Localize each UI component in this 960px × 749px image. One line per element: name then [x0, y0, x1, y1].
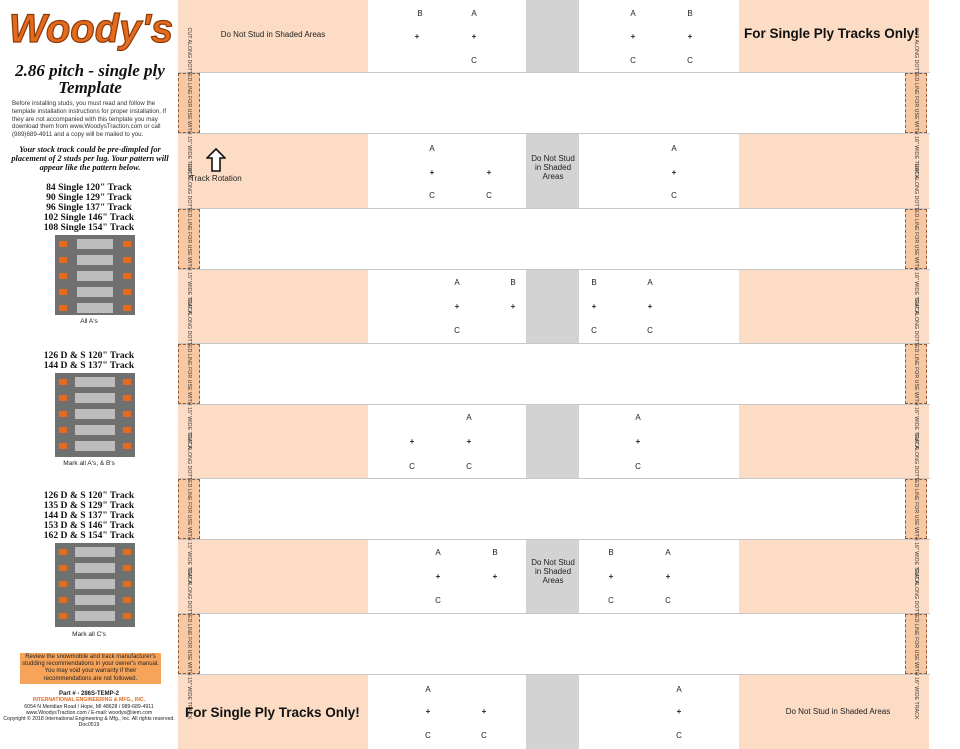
- stud-mark-c: C: [687, 56, 693, 65]
- stud-mark-a: A: [630, 9, 636, 18]
- stud-mark-a: A: [425, 685, 431, 694]
- stud-mark-c: C: [676, 731, 682, 740]
- stud-mark-c: C: [454, 326, 460, 335]
- stud-mark-c: C: [471, 56, 477, 65]
- stud-mark-b: B: [492, 548, 498, 557]
- company-address: 6054 N Meridian Road / Hope, MI 48628 / 989-689-4911: [24, 703, 154, 710]
- up-arrow-icon: [206, 148, 226, 172]
- cut-tab-left[interactable]: CUT ALONG DOTTED LINE FOR USE WITH 15" WIDE TRACK: [178, 344, 200, 404]
- tread-caption-1: All A's: [80, 318, 98, 325]
- cut-strip-2: [178, 208, 930, 270]
- stud-mark-c: C: [630, 56, 636, 65]
- tread-image-1: [55, 235, 135, 315]
- dimple-note: Your stock track could be pre-dimpled for placement of 2 studs per lug. Your pattern will appear like the pattern below.: [11, 145, 169, 173]
- cut-tab-right[interactable]: CUT ALONG DOTTED LINE FOR USE WITH 16" WIDE TRACK: [905, 479, 927, 539]
- do-not-stud-label: Do Not Stud in Shaded Areas: [220, 30, 326, 39]
- stud-crosshair: +: [591, 302, 597, 311]
- stud-mark-a: A: [435, 548, 441, 557]
- stud-mark-c: C: [435, 596, 441, 605]
- stud-crosshair: +: [486, 168, 492, 177]
- stud-mark-b: B: [510, 278, 516, 287]
- stud-mark-c: C: [481, 731, 487, 740]
- cut-tab-right[interactable]: CUT ALONG DOTTED LINE FOR USE WITH 16" WIDE TRACK: [905, 614, 927, 674]
- single-ply-warning: For Single Ply Tracks Only!: [185, 705, 360, 720]
- stud-mark-a: A: [471, 9, 477, 18]
- stud-crosshair: +: [647, 302, 653, 311]
- stud-crosshair: +: [687, 32, 693, 41]
- stud-mark-c: C: [647, 326, 653, 335]
- do-not-stud-label: Do Not Stud in Shaded Areas: [785, 707, 891, 716]
- part-number: Part # - 286S-TEMP-2: [58, 691, 120, 697]
- cut-strip-5: [178, 613, 930, 675]
- cut-tab-left[interactable]: CUT ALONG DOTTED LINE FOR USE WITH 15" WIDE TRACK: [178, 73, 200, 133]
- company-name: INTERNATIONAL ENGINEERING & MFG., INC.: [32, 697, 146, 704]
- track-list-3: 126 D & S 120" Track 135 D & S 129" Track 144 D & S 137" Track 153 D & S 146" Track 162 D & S 154" Track: [43, 490, 135, 541]
- stud-crosshair: +: [492, 572, 498, 581]
- footer: [0, 691, 178, 729]
- tread-pattern-1: [55, 235, 135, 315]
- stud-mark-a: A: [676, 685, 682, 694]
- stud-crosshair: +: [481, 707, 487, 716]
- stud-mark-a: A: [671, 144, 677, 153]
- company-web: www.WoodysTraction.com / E-mail: woodys@iiem.com: [25, 709, 153, 716]
- stud-crosshair: +: [608, 572, 614, 581]
- cut-tab-left[interactable]: CUT ALONG DOTTED LINE FOR USE WITH 15" WIDE TRACK: [178, 614, 200, 674]
- single-ply-warning: For Single Ply Tracks Only!: [744, 26, 919, 41]
- stud-mark-b: B: [417, 9, 423, 18]
- cut-strip-1: [178, 72, 930, 134]
- logo-wordmark: Woody's: [8, 7, 174, 51]
- warranty-review-box: Review the snowmobile and track manufacturer's studding recommendations in your owner's manual. You may void your warranty if their recommendations are not followed.: [20, 653, 161, 684]
- copyright: Copyright © 2018 International Engineering & Mfg., Inc. All rights reserved.: [3, 716, 175, 723]
- stud-mark-a: A: [429, 144, 435, 153]
- stud-mark-b: B: [591, 278, 597, 287]
- stud-crosshair: +: [409, 437, 415, 446]
- cut-tab-right[interactable]: CUT ALONG DOTTED LINE FOR USE WITH 16" WIDE TRACK: [905, 73, 927, 133]
- stud-mark-b: B: [608, 548, 614, 557]
- stud-crosshair: +: [414, 32, 420, 41]
- sidebar: [0, 0, 178, 749]
- stud-mark-c: C: [425, 731, 431, 740]
- woodys-logo: [8, 4, 174, 56]
- track-rotation-label: Track Rotation: [190, 174, 242, 183]
- stud-mark-c: C: [671, 191, 677, 200]
- stud-mark-c: C: [429, 191, 435, 200]
- tread-pattern-3: [55, 543, 135, 627]
- stud-crosshair: +: [635, 437, 641, 446]
- stud-mark-b: B: [687, 9, 693, 18]
- stud-mark-c: C: [486, 191, 492, 200]
- cut-tab-right[interactable]: CUT ALONG DOTTED LINE FOR USE WITH 16" WIDE TRACK: [905, 209, 927, 269]
- tread-pattern-2: [55, 373, 135, 457]
- stud-crosshair: +: [454, 302, 460, 311]
- right-margin: [929, 0, 960, 749]
- stud-mark-c: C: [409, 462, 415, 471]
- stud-crosshair: +: [429, 168, 435, 177]
- cut-tab-right[interactable]: CUT ALONG DOTTED LINE FOR USE WITH 16" WIDE TRACK: [905, 344, 927, 404]
- stud-mark-a: A: [466, 413, 472, 422]
- stud-mark-a: A: [635, 413, 641, 422]
- stud-mark-a: A: [454, 278, 460, 287]
- center-no-stud-note: Do Not Stud in Shaded Areas: [531, 154, 575, 181]
- stud-mark-c: C: [608, 596, 614, 605]
- tread-caption-2: Mark all A's, & B's: [63, 460, 115, 467]
- track-list-2: 126 D & S 120" Track 144 D & S 137" Track: [43, 350, 135, 371]
- stud-mark-c: C: [591, 326, 597, 335]
- stud-crosshair: +: [510, 302, 516, 311]
- cut-tab-left[interactable]: CUT ALONG DOTTED LINE FOR USE WITH 15" WIDE TRACK: [178, 209, 200, 269]
- stud-crosshair: +: [676, 707, 682, 716]
- stud-mark-a: A: [665, 548, 671, 557]
- stud-crosshair: +: [671, 168, 677, 177]
- page-title: 2.86 pitch - single ply Template: [15, 61, 165, 97]
- doc-number: Doc0519: [78, 722, 100, 729]
- stud-mark-c: C: [665, 596, 671, 605]
- center-no-stud-note: Do Not Stud in Shaded Areas: [531, 558, 575, 585]
- stud-crosshair: +: [425, 707, 431, 716]
- stud-mark-c: C: [635, 462, 641, 471]
- stud-crosshair: +: [630, 32, 636, 41]
- stud-crosshair: +: [435, 572, 441, 581]
- cut-strip-4: [178, 478, 930, 540]
- tread-caption-3: Mark all C's: [72, 631, 106, 638]
- stud-mark-c: C: [466, 462, 472, 471]
- tread-image-2: [55, 373, 135, 457]
- cut-strip-3: [178, 343, 930, 405]
- stud-mark-a: A: [647, 278, 653, 287]
- tread-image-3: [55, 543, 135, 627]
- stud-template: [178, 0, 960, 749]
- stud-crosshair: +: [466, 437, 472, 446]
- stud-crosshair: +: [665, 572, 671, 581]
- track-list-1: 84 Single 120" Track 90 Single 129" Track 96 Single 137" Track 102 Single 146" Track 108 Single 154" Track: [43, 182, 135, 233]
- intro-text: Before installing studs, you must read and follow the template installation instructions for proper installation. If they are not accompanied with this template you may download them from www.WoodysTraction.com or call (989)689-4911 and a copy will be mailed to you.: [12, 100, 167, 139]
- stud-crosshair: +: [471, 32, 477, 41]
- cut-tab-left[interactable]: CUT ALONG DOTTED LINE FOR USE WITH 15" WIDE TRACK: [178, 479, 200, 539]
